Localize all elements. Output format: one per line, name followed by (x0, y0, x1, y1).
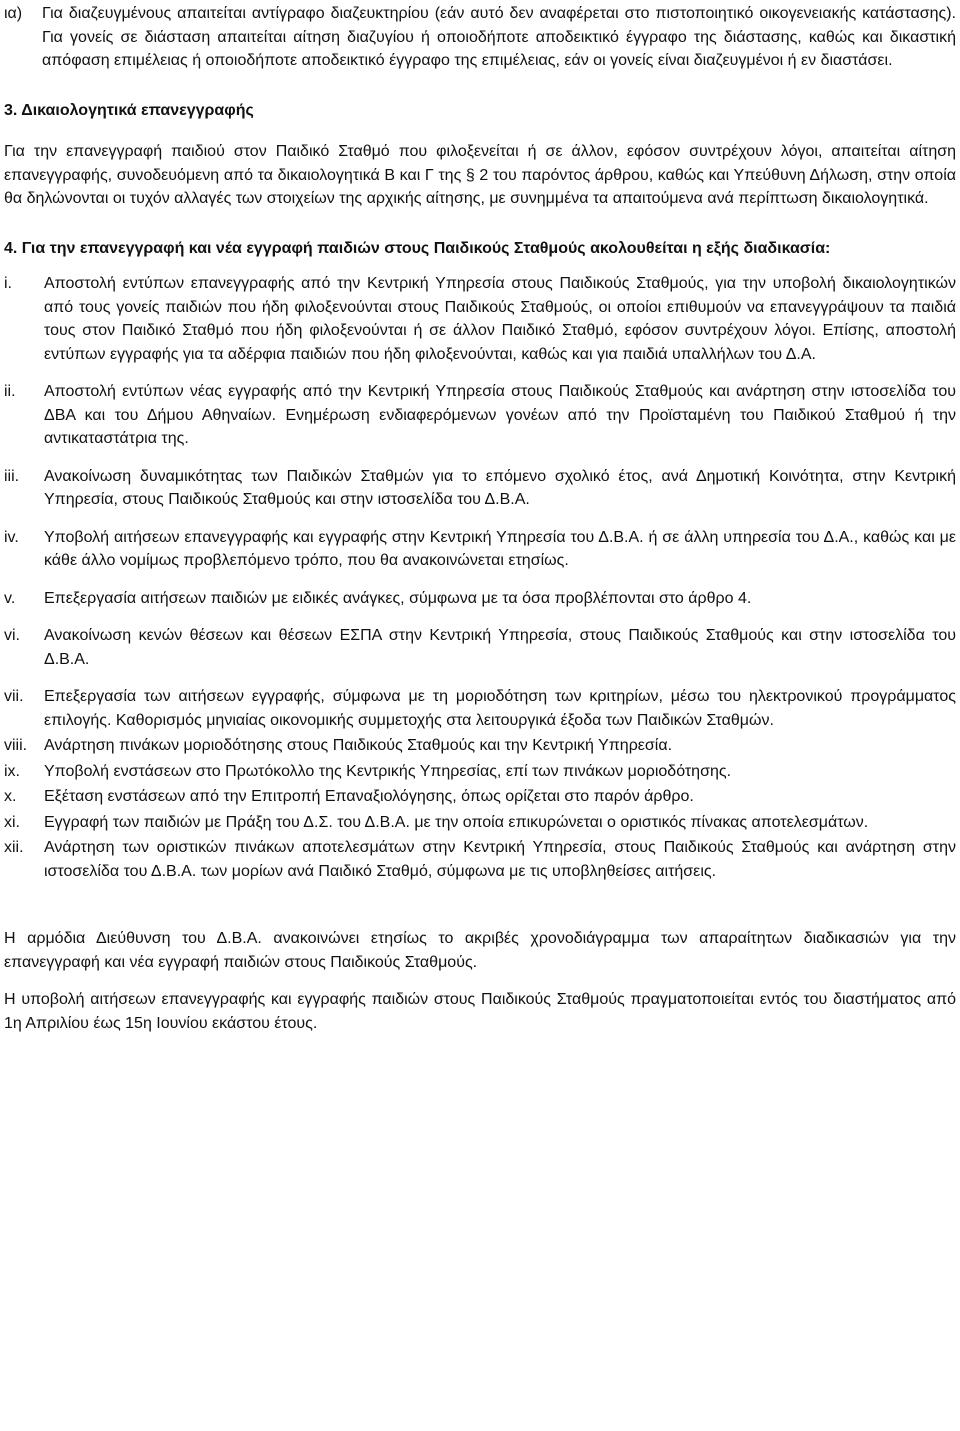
list-item-text: Υποβολή αιτήσεων επανεγγραφής και εγγραφής στην Κεντρική Υπηρεσία του Δ.Β.Α. ή σε άλλη υπηρεσία του Δ.Α., καθώς και με κάθε άλλο νομίμως προβλεπόμενο τρόπο, που θα ανακοινώνεται ετησίως. (44, 528, 956, 569)
list-item-label: v. (4, 589, 16, 607)
list-item-viii (4, 734, 956, 758)
list-item-i (4, 272, 956, 366)
list-item-label: ix. (4, 762, 20, 780)
section-3-heading: 3. Δικαιολογητικά επανεγγραφής (4, 101, 254, 119)
list-item-text: Ανακοίνωση δυναμικότητας των Παιδικών Σταθμών για το επόμενο σχολικό έτος, ανά Δημοτική Κοινότητα, στην Κεντρική Υπηρεσία, στους Παιδικούς Σταθμούς και στην ιστοσελίδα του Δ.Β.Α. (44, 467, 956, 508)
section-3-body: Για την επανεγγραφή παιδιού στον Παιδικό Σταθμό που φιλοξενείται ή σε άλλον, εφόσον συντρέχουν λόγοι, απαιτείται αίτηση επανεγγραφής, συνοδευόμενη από τα δικαιολογητικά Β και Γ της § 2 του παρόντος άρθρου, καθώς και Υπεύθυνη Δήλωση, στην οποία θα δηλώνονται οι τυχόν αλλαγές των στοιχείων της αρχικής αίτησης, με συνημμένα τα απαιτούμενα ανά περίπτωση δικαιολογητικά. (4, 143, 956, 207)
list-item-label: vii. (4, 688, 24, 705)
list-item-iii (4, 465, 956, 512)
list-item-iv (4, 526, 956, 573)
list-item-text: Εγγραφή των παιδιών με Πράξη του Δ.Σ. του Δ.Β.Α. με την οποία επικυρώνεται ο οριστικός πίνακας αποτελεσμάτων. (44, 813, 869, 831)
closing-paragraph-2: Η υποβολή αιτήσεων επανεγγραφής και εγγραφής παιδιών στους Παιδικούς Σταθμούς πραγματοποιείται εντός του διαστήματος από 1η Απριλίου έως 15η Ιουνίου εκάστου έτους. (4, 991, 956, 1032)
list-item-text: Επεξεργασία αιτήσεων παιδιών με ειδικές ανάγκες, σύμφωνα με τα όσα προβλέπονται στο άρθρο 4. (44, 589, 752, 607)
document-page (0, 2, 960, 1431)
list-item-ii (4, 380, 956, 451)
list-item-ix (4, 760, 956, 784)
list-item-xii (4, 836, 956, 883)
list-item-label: ii. (4, 383, 16, 400)
closing-paragraph-1: Η αρμόδια Διεύθυνση του Δ.Β.Α. ανακοινώνει ετησίως το ακριβές χρονοδιάγραμμα των απαραίτητων διαδικασιών για την επανεγγραφή και νέα εγγραφή παιδιών στους Παιδικούς Σταθμούς. (4, 930, 956, 971)
list-item-text: Ανακοίνωση κενών θέσεων και θέσεων ΕΣΠΑ στην Κεντρική Υπηρεσία, στους Παιδικούς Σταθμούς και στην ιστοσελίδα του Δ.Β.Α. (44, 627, 956, 668)
list-item-text: Αποστολή εντύπων επανεγγραφής από την Κεντρική Υπηρεσία στους Παιδικούς Σταθμούς, για την υποβολή δικαιολογητικών από τους γονείς παιδιών που ήδη φιλοξενούνται στους Παιδικούς Σταθμούς, οι οποίοι επιθυμούν να επανεγγράψουν τα παιδιά τους στον Παιδικό Σταθμό που ήδη φιλοξενούνται ή σε άλλον Παιδικό Σταθμό, εφόσον συντρέχουν λόγοι. Επίσης, αποστολή εντύπων εγγραφής για τα αδέρφια παιδιών που ήδη φιλοξενούνται, καθώς και για παιδιά υπαλλήλων του Δ.Α. (44, 275, 956, 363)
list-item-text: Για διαζευγμένους απαιτείται αντίγραφο διαζευκτηρίου (εάν αυτό δεν αναφέρεται στο πιστοποιητικό οικογενειακής κατάστασης). Για γονείς σε διάσταση απαιτείται αίτηση διαζυγίου ή οποιοδήποτε αποδεικτικό έγγραφο της διάστασης, καθώς και δικαστική απόφαση επιμέλειας ή οποιοδήποτε αποδεικτικό έγγραφο της επιμέλειας, εάν οι γονείς είναι διαζευγμένοι ή εν διαστάσει. (42, 5, 956, 69)
list-item-label: x. (4, 788, 17, 805)
list-item-x (4, 785, 956, 809)
list-item-text: Υποβολή ενστάσεων στο Πρωτόκολλο της Κεντρικής Υπηρεσίας, επί των πινάκων μοριοδότησης. (44, 762, 732, 780)
list-item-label: xi. (4, 813, 20, 831)
list-item-label: iv. (4, 528, 19, 546)
list-item-label: xii. (4, 839, 24, 856)
list-item-label: vi. (4, 627, 20, 644)
list-item-text: Αποστολή εντύπων νέας εγγραφής από την Κεντρική Υπηρεσία στους Παιδικούς Σταθμούς και ανάρτηση στην ιστοσελίδα του ΔΒΑ και του Δήμου Αθηναίων. Ενημέρωση ενδιαφερόμενων γονέων από την Προϊσταμένη του Παιδικού Σταθμού ή την αντικαταστάτρια της. (44, 383, 956, 447)
list-item-text: Ανάρτηση πινάκων μοριοδότησης στους Παιδικούς Σταθμούς και την Κεντρική Υπηρεσία. (44, 737, 673, 754)
list-item-label: iii. (4, 467, 20, 485)
list-item-label: ια) (4, 5, 23, 22)
list-item-text: Επεξεργασία των αιτήσεων εγγραφής, σύμφωνα με τη μοριοδότηση των κριτηρίων, μέσω του ηλεκτρονικού προγράμματος επιλογής. Καθορισμός μηνιαίας οικονομικής συμμετοχής στα λειτουργικά έξοδα των Παιδικών Σταθμών. (44, 688, 956, 729)
list-item-label: i. (4, 275, 12, 292)
section-4-heading: 4. Για την επανεγγραφή και νέα εγγραφή παιδιών στους Παιδικούς Σταθμούς ακολουθείται η εξής διαδικασία: (4, 239, 831, 257)
list-item-ia (4, 2, 956, 73)
list-item-xi (4, 811, 956, 835)
list-item-vi (4, 624, 956, 671)
list-item-v (4, 587, 956, 611)
list-item-text: Εξέταση ενστάσεων από την Επιτροπή Επαναξιολόγησης, όπως ορίζεται στο παρόν άρθρο. (44, 788, 694, 805)
list-item-text: Ανάρτηση των οριστικών πινάκων αποτελεσμάτων στην Κεντρική Υπηρεσία, στους Παιδικούς Σταθμούς και ανάρτηση στην ιστοσελίδα του Δ.Β.Α. των μορίων ανά Παιδικό Σταθμό, σύμφωνα με τις υποβληθείσες αιτήσεις. (44, 839, 956, 880)
list-item-label: viii. (4, 737, 28, 754)
list-item-vii (4, 685, 956, 732)
